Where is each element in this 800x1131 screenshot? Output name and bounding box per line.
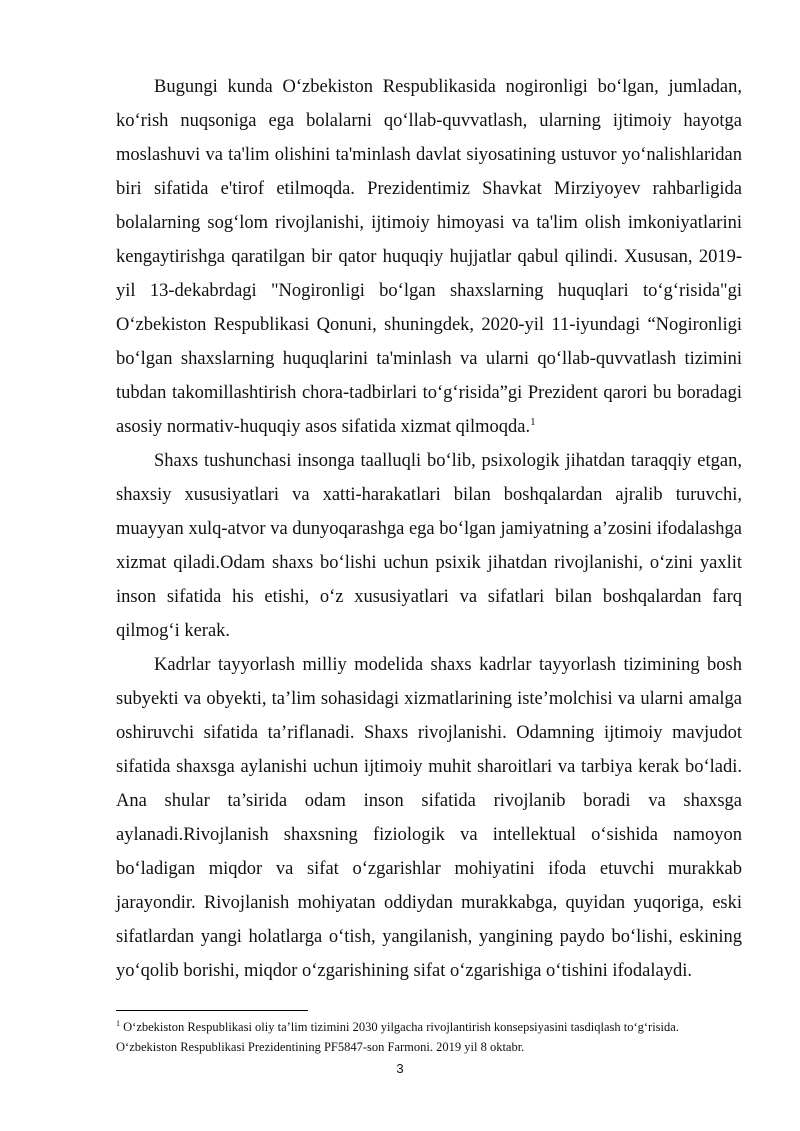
paragraph-1-text: Bugungi kunda O‘zbekiston Respublikasida nogironligi bo‘lgan, jumladan, ko‘rish nuqsoniga ega bolalarni qo‘llab-quvvatlash, ularning ijtimoiy hayotga moslashuvi va ta'lim olishini ta'minlash davlat siyosatining ustuvor yo‘nalishlaridan biri sifatida e'tirof etilmoqda. Prezidentimiz Shavkat Mirziyoyev rahbarligida bolalarning sog‘lom rivojlanishi, ijtimoiy himoyasi va ta'lim olish imkoniyatlarini kengaytirishga qaratilgan bir qator huquqiy hujjatlar qabul qilindi. Xususan, 2019-yil 13-dekabrdagi "Nogironligi bo‘lgan shaxslarning huquqlari to‘g‘risida"gi O‘zbekiston Respublikasi Qonuni, shuningdek, 2020-yil 11-iyundagi “Nogironligi bo‘lgan shaxslarning huquqlarini ta'minlash va ularni qo‘llab-quvvatlash tizimini tubdan takomillashtirish chora-tadbirlari to‘g‘risida”gi Prezident qarori bu boradagi asosiy normativ-huquqiy asos sifatida xizmat qilmoqda. bbox=[116, 77, 742, 437]
footnote-area bbox=[116, 1017, 742, 1057]
footnote-mark: 1 bbox=[116, 1018, 120, 1028]
paragraph-3-text: Kadrlar tayyorlash milliy modelida shaxs kadrlar tayyorlash tizimining bosh subyekti va obyekti, ta’lim sohasidagi xizmatlarining iste’molchisi va ularni amalga oshiruvchi sifatida ta’riflanadi. Shaxs rivojlanishi. Odamning ijtimoiy mavjudot sifatida shaxsga aylanishi uchun ijtimoiy muhit sharoitlari va tarbiya kerak bo‘ladi. Ana shular ta’sirida odam inson sifatida rivojlanib boradi va shaxsga aylanadi.Rivojlanish shaxsning fiziologik va intellektual o‘sishida namoyon bo‘ladigan miqdor va sifat o‘zgarishlar mohiyatini ifoda etuvchi murakkab jarayondir. Rivojlanish mohiyatan oddiydan murakkabga, quyidan yuqoriga, eski sifatlardan yangi holatlarga o‘tish, yangilanish, yangining paydo bo‘lishi, eskining yo‘qolib borishi, miqdor o‘zgarishining sifat o‘zgarishiga o‘tishini ifodalaydi. bbox=[116, 655, 742, 981]
footnote-separator bbox=[116, 1010, 308, 1011]
document-body bbox=[116, 70, 742, 988]
footnote-text-1: O‘zbekiston Respublikasi oliy ta’lim tizimini 2030 yilgacha rivojlantirish konsepsiyasini tasdiqlash to‘g‘risida. bbox=[123, 1020, 679, 1034]
footnote-reference[interactable]: 1 bbox=[530, 415, 536, 428]
paragraph-1 bbox=[116, 70, 742, 444]
paragraph-3 bbox=[116, 648, 742, 988]
page-number: 3 bbox=[396, 1061, 404, 1076]
footnote-text-2: O‘zbekiston Respublikasi Prezidentining PF5847-son Farmoni. 2019 yil 8 oktabr. bbox=[116, 1040, 525, 1054]
footnote-line-2 bbox=[116, 1037, 742, 1057]
paragraph-2-text: Shaxs tushunchasi insonga taalluqli bo‘lib, psixologik jihatdan taraqqiy etgan, shaxsiy xususiyatlari va xatti-harakatlari bilan boshqalardan ajralib turuvchi, muayyan xulq-atvor va dunyoqarashga ega bo‘lgan jamiyatning a’zosini ifodalashga xizmat qiladi.Odam shaxs bo‘lishi uchun psixik jihatdan rivojlanishi, o‘zini yaxlit inson sifatida his etishi, o‘z xususiyatlari va sifatlari bilan boshqalardan farq qilmog‘i kerak. bbox=[116, 451, 742, 641]
paragraph-2 bbox=[116, 444, 742, 648]
footnote-line-1 bbox=[116, 1017, 742, 1037]
